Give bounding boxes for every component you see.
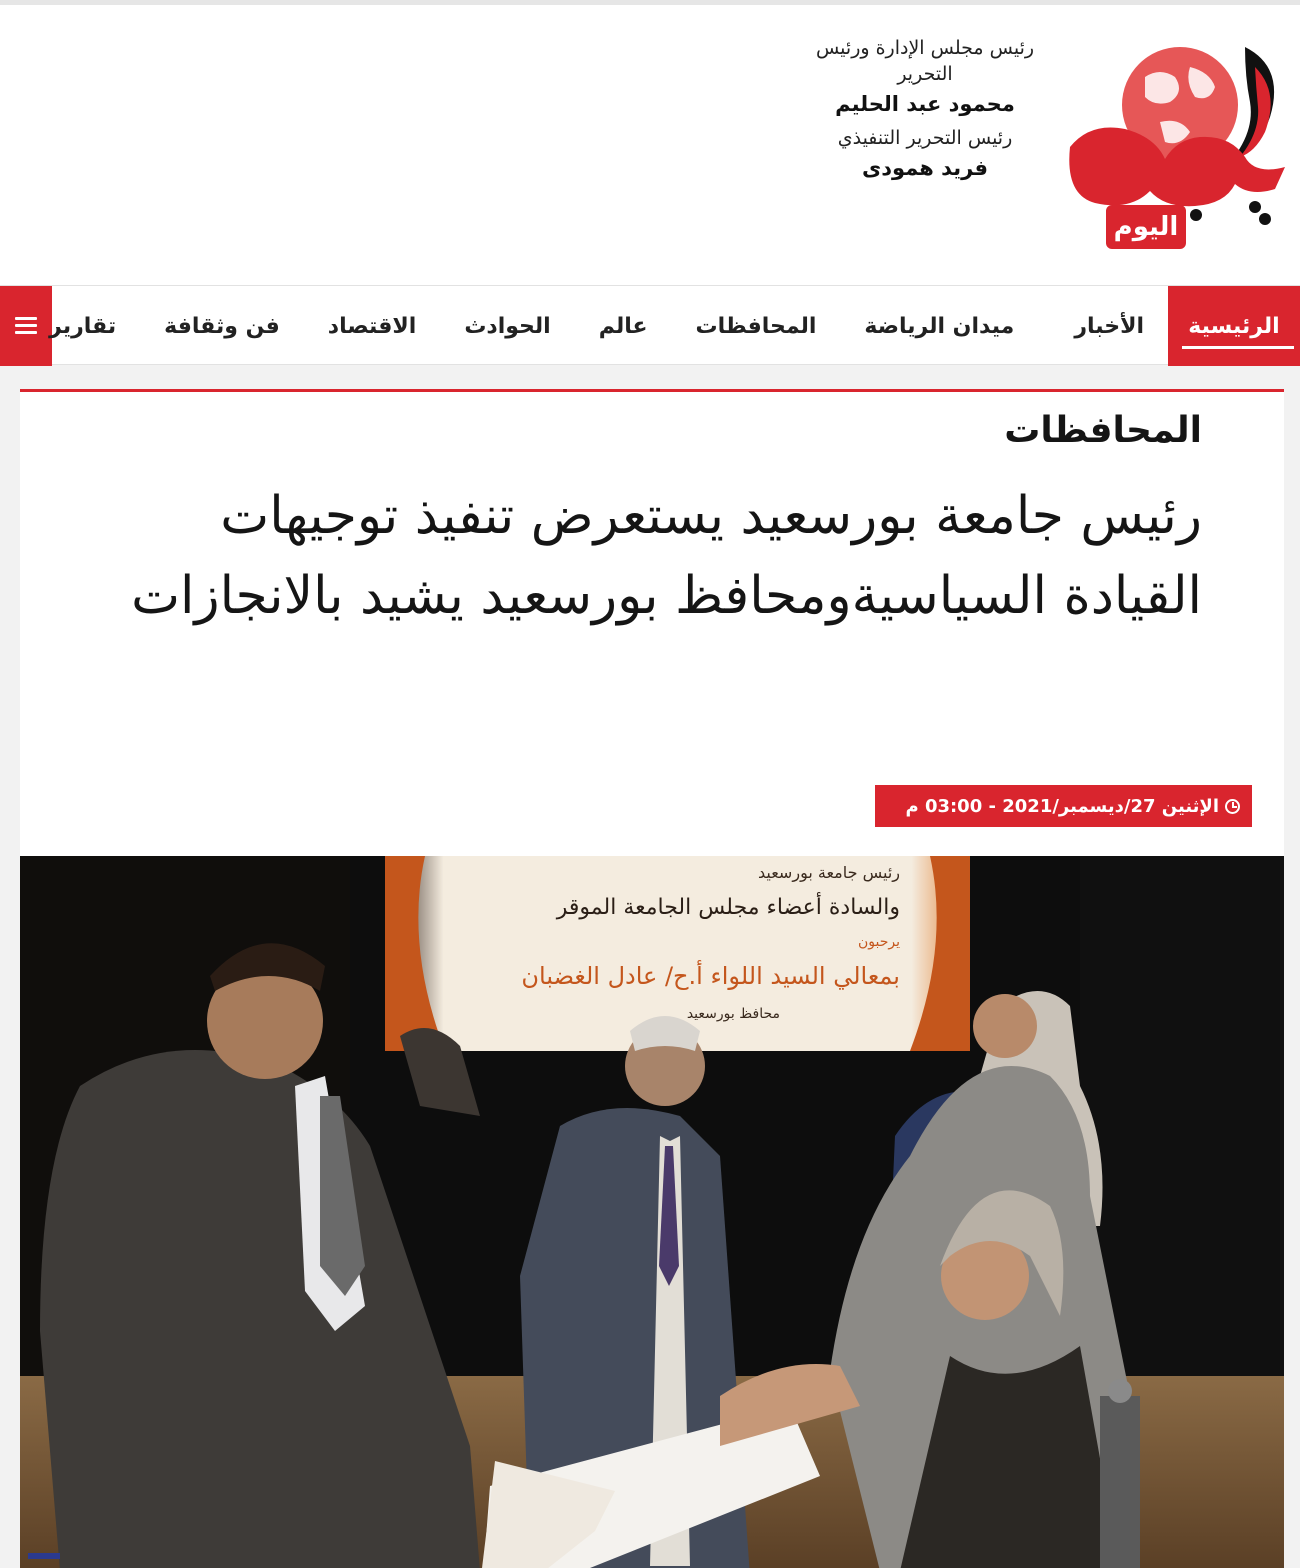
- main-navigation: [0, 285, 1300, 365]
- article-category[interactable]: المحافظات: [1004, 410, 1202, 451]
- article-title: رئيس جامعة بورسعيد يستعرض تنفيذ توجيهات القيادة السياسيةومحافظ بورسعيد يشيد بالانجازات: [131, 486, 1202, 626]
- scroll-indicator: [28, 1553, 60, 1559]
- nav-item-label: فن وثقافة: [164, 313, 280, 339]
- article-photo[interactable]: [20, 856, 1284, 1568]
- nav-item-label: ميدان الرياضة: [864, 313, 1015, 339]
- nav-item-governorates[interactable]: [672, 286, 841, 366]
- nav-item-label: الحوادث: [464, 313, 551, 339]
- site-header: [0, 5, 1300, 285]
- article-date-badge: [875, 785, 1252, 827]
- nav-item-accidents[interactable]: [440, 286, 574, 366]
- nav-items: [25, 286, 1300, 366]
- active-underline: [1182, 346, 1294, 349]
- logo-sub-text: اليوم: [1113, 212, 1179, 242]
- banner-line-1: رئيس جامعة بورسعيد: [757, 863, 900, 882]
- chairman-role: رئيس مجلس الإدارة ورئيس التحرير: [815, 37, 1035, 85]
- clock-icon: [1225, 799, 1240, 814]
- nav-item-label: عالم: [598, 313, 648, 339]
- banner-line-2: والسادة أعضاء مجلس الجامعة الموقر: [556, 895, 900, 920]
- site-logo[interactable]: [1050, 37, 1300, 257]
- banner-line-5: محافظ بورسعيد: [686, 1006, 780, 1022]
- editorial-credits: [790, 35, 1060, 189]
- banner-line-3: يرحبون: [857, 934, 900, 950]
- nav-item-label: المحافظات: [695, 313, 817, 339]
- nav-item-reports[interactable]: [25, 286, 140, 366]
- banner-line-4: بمعالي السيد اللواء أ.ح/ عادل الغضبان: [521, 962, 900, 990]
- nav-item-economy[interactable]: [304, 286, 441, 366]
- executive-editor-name: فريد همودى: [862, 156, 988, 180]
- nav-item-sports[interactable]: [840, 286, 1038, 366]
- article-date: الإثنين 27/ديسمبر/2021 - 03:00 م: [905, 795, 1219, 817]
- chairman-name: محمود عبد الحليم: [835, 92, 1015, 116]
- photo-scene: [20, 856, 1284, 1568]
- nav-item-home[interactable]: [1168, 286, 1300, 366]
- nav-item-label: الأخبار: [1074, 313, 1144, 339]
- article-container: [20, 389, 1284, 1568]
- nav-item-art-culture[interactable]: [140, 286, 304, 366]
- nav-item-world[interactable]: [575, 286, 672, 366]
- nav-item-label: تقارير: [49, 313, 117, 339]
- nav-item-label: الاقتصاد: [327, 313, 417, 339]
- nav-item-label: الرئيسية: [1188, 313, 1280, 339]
- executive-editor-role: رئيس التحرير التنفيذي: [837, 127, 1013, 149]
- nav-item-news[interactable]: [1038, 286, 1168, 366]
